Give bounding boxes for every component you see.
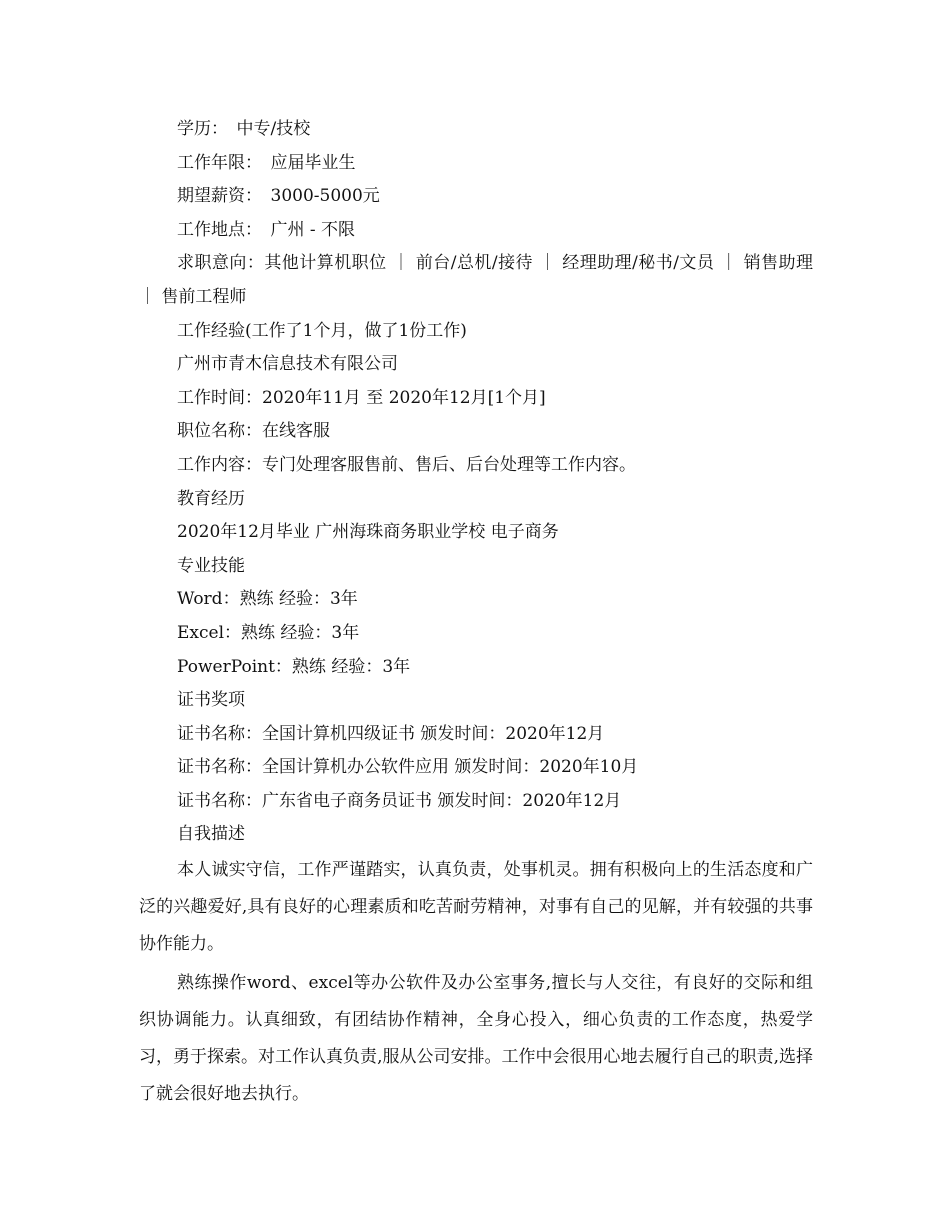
experience-years: 工作年限： 应届毕业生 [177, 152, 356, 173]
skills-heading: 专业技能 [177, 555, 245, 576]
expected-salary: 期望薪资： 3000-5000元 [177, 186, 380, 207]
work-location: 工作地点： 广州 - 不限 [177, 219, 356, 240]
skill-item-word: Word：熟练 经验：3年 [177, 589, 358, 610]
company-name: 广州市青木信息技术有限公司 [177, 354, 398, 375]
position-name: 职位名称：在线客服 [177, 421, 330, 442]
work-period: 工作时间：2020年11月 至 2020年12月[1个月] [177, 387, 546, 408]
certificate-item: 证书名称：广东省电子商务员证书 颁发时间：2020年12月 [177, 790, 622, 811]
job-intention: 求职意向：其他计算机职位 ｜ 前台/总机/接待 ｜ 经理助理/秘书/文员 ｜ 销售助理 ｜ 售前工程师 [139, 253, 813, 307]
education-level: 学历： 中专/技校 [177, 119, 311, 139]
skill-item-excel: Excel：熟练 经验：3年 [177, 622, 360, 643]
certificates-heading: 证书奖项 [177, 690, 245, 711]
education-heading: 教育经历 [177, 488, 245, 509]
self-description-paragraph: 本人诚实守信，工作严谨踏实，认真负责，处事机灵。拥有积极向上的生活态度和广泛的兴趣爱好,具有良好的心理素质和吃苦耐劳精神，对事有自己的见解，并有较强的共事协作能力。 [139, 860, 813, 955]
education-entry: 2020年12月毕业 广州海珠商务职业学校 电子商务 [177, 522, 559, 543]
resume-content [139, 113, 813, 1113]
work-content: 工作内容：专门处理客服售前、售后、后台处理等工作内容。 [177, 454, 636, 475]
skill-item-powerpoint: PowerPoint：熟练 经验：3年 [177, 656, 411, 677]
work-experience-heading: 工作经验(工作了1个月，做了1份工作) [177, 320, 467, 341]
certificate-item: 证书名称：全国计算机四级证书 颁发时间：2020年12月 [177, 723, 605, 744]
self-description-paragraph: 熟练操作word、excel等办公软件及办公室事务,擅长与人交往，有良好的交际和组织协调能力。认真细致，有团结协作精神，全身心投入，细心负责的工作态度，热爱学习，勇于探索。对工作认真负责,服从公司安排。工作中会很用心地去履行自己的职责,选择了就会很好地去执行。 [139, 973, 813, 1105]
certificate-item: 证书名称：全国计算机办公软件应用 颁发时间：2020年10月 [177, 757, 639, 778]
self-description-heading: 自我描述 [177, 824, 245, 845]
